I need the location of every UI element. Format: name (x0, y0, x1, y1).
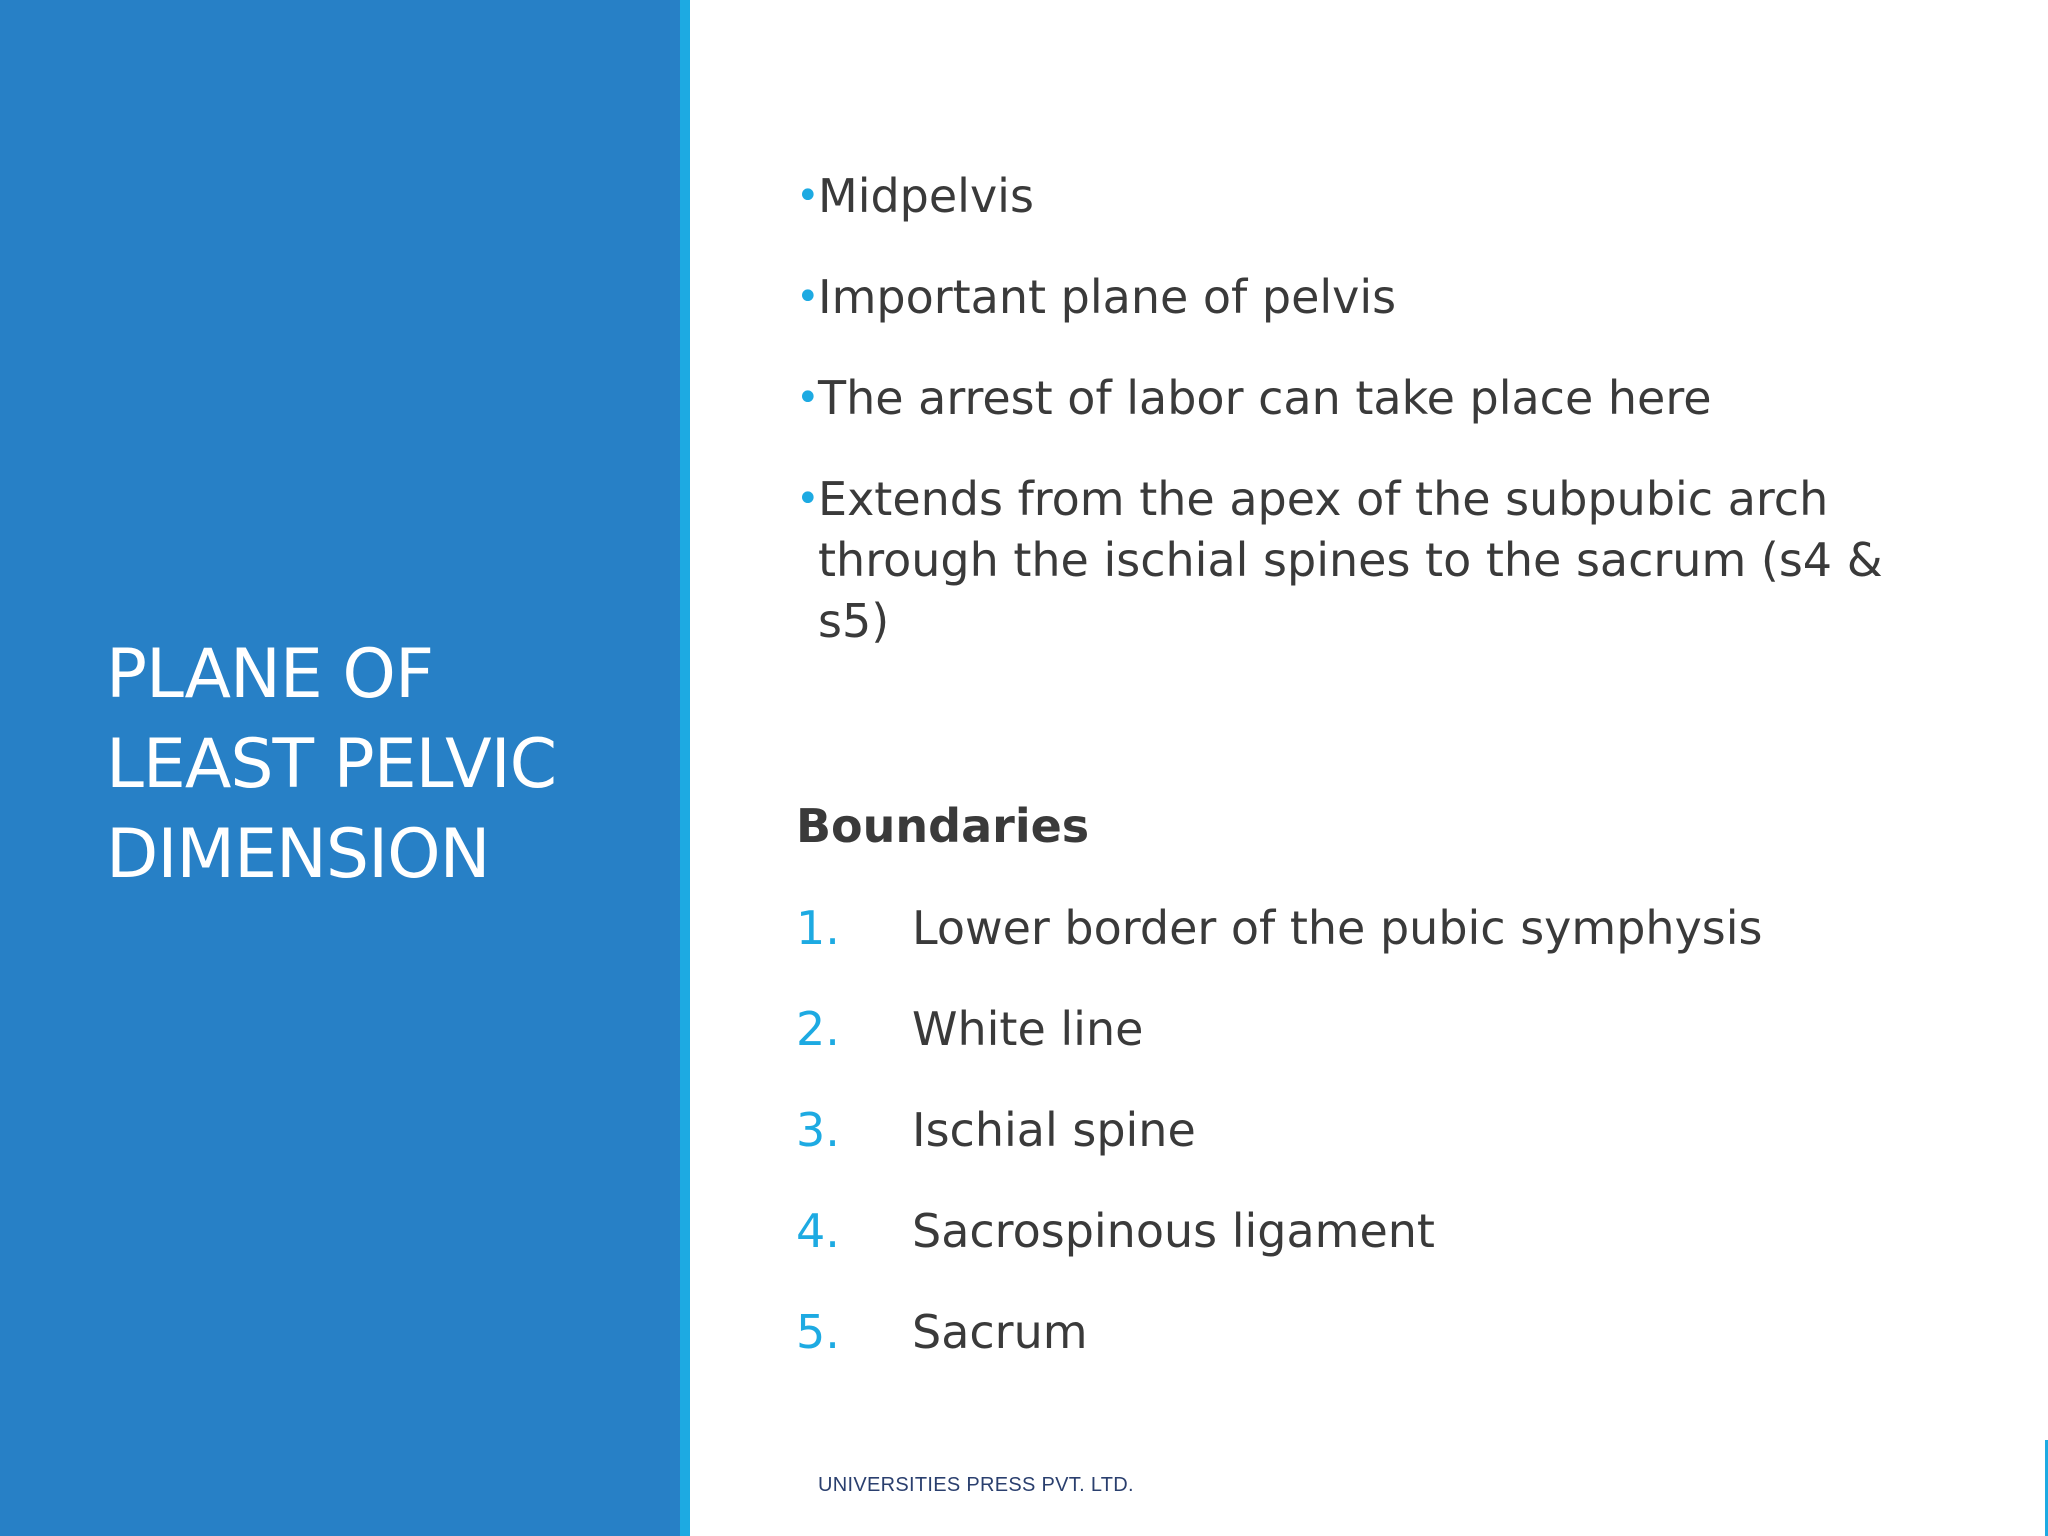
boundary-text: White line (912, 1002, 1144, 1056)
boundary-item (796, 999, 1946, 1060)
bullet-dot: • (796, 375, 820, 421)
accent-stripe (680, 0, 690, 1536)
boundary-item (796, 1201, 1946, 1262)
bullet-text: The arrest of labor can take place here (818, 371, 1712, 425)
bullet-dot: • (796, 476, 820, 522)
bullet-item (796, 469, 1946, 652)
publisher-footer: UNIVERSITIES PRESS PVT. LTD. (818, 1474, 1134, 1496)
bullet-item (796, 368, 1946, 429)
bullet-text: Midpelvis (818, 169, 1034, 223)
bullet-item (796, 166, 1946, 227)
boundary-item (796, 1100, 1946, 1161)
slide-title: PLANE OF LEAST PELVIC DIMENSION (106, 635, 557, 894)
bullet-list (796, 166, 1946, 692)
boundary-number: 4. (796, 1204, 840, 1258)
bullet-dot: • (796, 274, 820, 320)
boundary-number: 2. (796, 1002, 840, 1056)
boundary-number: 3. (796, 1103, 840, 1157)
boundary-item (796, 1302, 1946, 1363)
boundary-text: Lower border of the pubic symphysis (912, 901, 1763, 955)
bullet-item (796, 267, 1946, 328)
boundaries-list (796, 898, 1946, 1403)
bullet-dot: • (796, 173, 820, 219)
boundary-text: Ischial spine (912, 1103, 1196, 1157)
boundary-item (796, 898, 1946, 959)
boundaries-heading: Boundaries (796, 799, 1090, 853)
boundary-text: Sacrum (912, 1305, 1088, 1359)
bullet-text: Important plane of pelvis (818, 270, 1397, 324)
boundary-text: Sacrospinous ligament (912, 1204, 1435, 1258)
bullet-text: Extends from the apex of the subpubic arch through the ischial spines to the sacrum (s4 & s5) (818, 472, 1883, 648)
boundary-number: 5. (796, 1305, 840, 1359)
boundary-number: 1. (796, 901, 840, 955)
